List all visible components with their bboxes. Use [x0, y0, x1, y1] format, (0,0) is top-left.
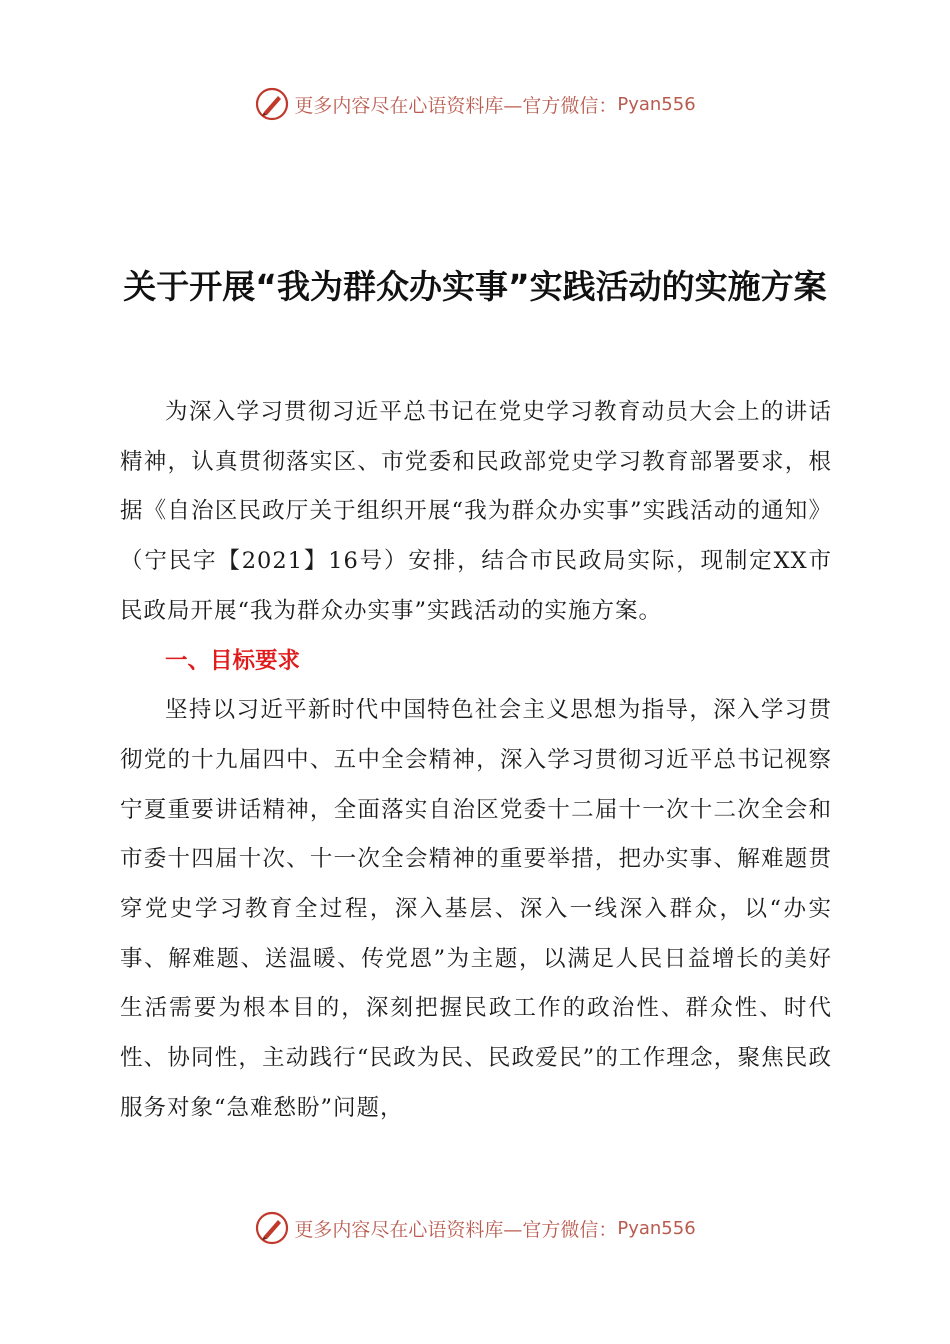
wechat-id: Pyan556: [617, 93, 696, 115]
pen-circle-icon: [254, 86, 290, 122]
section-heading: 一、目标要求: [165, 647, 301, 674]
watermark-text: 更多内容尽在心语资料库—官方微信：: [294, 1218, 618, 1241]
watermark-text: 更多内容尽在心语资料库—官方微信：: [294, 94, 618, 117]
wechat-id: Pyan556: [617, 1217, 696, 1239]
document-body: [120, 388, 832, 1134]
section-paragraph: 坚持以习近平新时代中国特色社会主义思想为指导，深入学习贯彻党的十九届四中、五中全会精神，深入学习贯彻习近平总书记视察宁夏重要讲话精神，全面落实自治区党委十二届十一次十二次全会和市委十四届十次、十一次全会精神的重要举措，把办实事、解难题贯穿党史学习教育全过程，深入基层、深入一线深入群众，以“办实事、解难题、送温暖、传党恩”为主题，以满足人民日益增长的美好生活需要为根本目的，深刻把握民政工作的政治性、群众性、时代性、协同性，主动践行“民政为民、民政爱民”的工作理念，聚焦民政服务对象“急难愁盼”问题，: [120, 697, 832, 1121]
intro-paragraph: 为深入学习贯彻习近平总书记在党史学习教育动员大会上的讲话精神，认真贯彻落实区、市党委和民政部党史学习教育部署要求，根据《自治区民政厅关于组织开展“我为群众办实事”实践活动的通知》（宁民字【2021】16号）安排，结合市民政局实际，现制定XX市民政局开展“我为群众办实事”实践活动的实施方案。: [120, 399, 832, 624]
pen-circle-icon: [254, 1210, 290, 1246]
watermark-footer: [0, 1208, 950, 1248]
document-title: 关于开展“我为群众办实事”实践活动的实施方案: [123, 267, 827, 306]
watermark-header: [0, 84, 950, 124]
